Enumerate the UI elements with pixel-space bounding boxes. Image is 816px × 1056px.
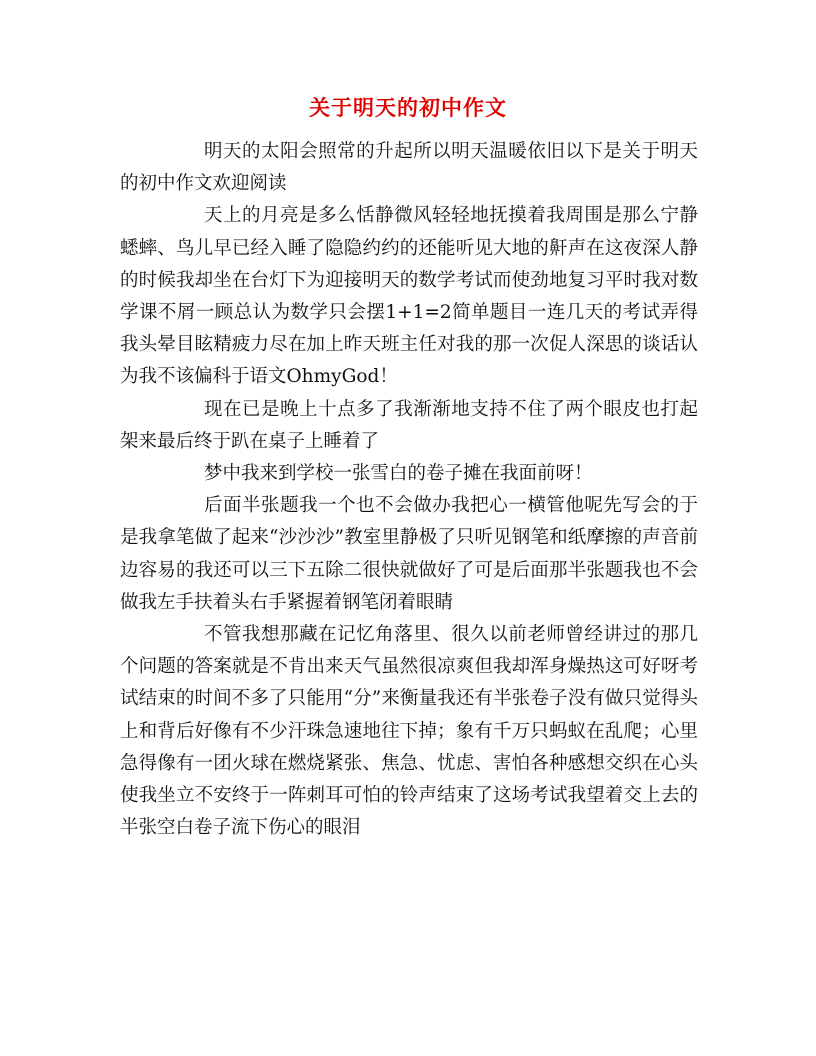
paragraph-6: 不管我想那藏在记忆角落里、很久以前老师曾经讲过的那几个问题的答案就是不肯出来天气虽然很凉爽但我却浑身燥热这可好呀考试结束的时间不多了只能用“分”来衡量我还有半张卷子没有做只觉得头上和背后好像有不少汗珠急速地往下掉；象有千万只蚂蚁在乱爬；心里急得像有一团火球在燃烧紧张、焦急、忧虑、害怕各种感想交织在心头使我坐立不安终于一阵刺耳可怕的铃声结束了这场考试我望着交上去的半张空白卷子流下伤心的眼泪 xyxy=(120,624,698,839)
document-title: 关于明天的初中作文 xyxy=(309,95,507,120)
document-body xyxy=(120,136,698,844)
paragraph-1: 明天的太阳会照常的升起所以明天温暖依旧以下是关于明天的初中作文欢迎阅读 xyxy=(120,141,698,195)
paragraph-4: 梦中我来到学校一张雪白的卷子摊在我面前呀！ xyxy=(204,463,593,485)
paragraph-2: 天上的月亮是多么恬静微风轻轻地抚摸着我周围是那么宁静蟋蟀、鸟儿早已经入睡了隐隐约约的还能听见大地的鼾声在这夜深人静的时候我却坐在台灯下为迎接明天的数学考试而使劲地复习平时我对数学课不屑一顾总认为数学只会摆1+1=2简单题目一连几天的考试弄得我头晕目眩精疲力尽在加上昨天班主任对我的那一次促人深思的谈话认为我不该偏科于语文OhmyGod！ xyxy=(120,205,698,388)
paragraph-5: 后面半张题我一个也不会做办我把心一横管他呢先写会的于是我拿笔做了起来“沙沙沙”教室里静极了只听见钢笔和纸摩擦的声音前边容易的我还可以三下五除二很快就做好了可是后面那半张题我也不会做我左手扶着头右手紧握着钢笔闭着眼睛 xyxy=(120,495,698,613)
paragraph-3: 现在已是晚上十点多了我渐渐地支持不住了两个眼皮也打起架来最后终于趴在桌子上睡着了 xyxy=(120,398,698,452)
